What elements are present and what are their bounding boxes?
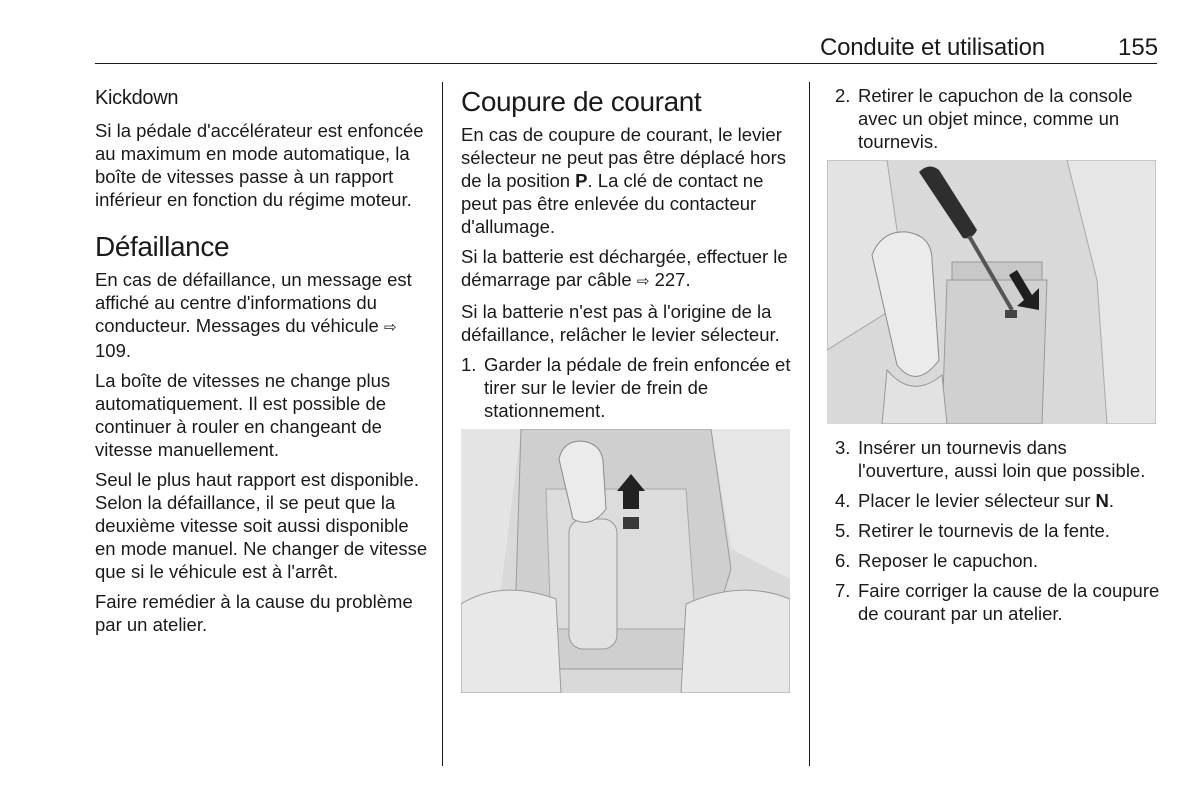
defaillance-paragraph-2: La boîte de vitesses ne change plus automatiquement. Il est possible de continuer à rouler en changeant de vitesse manuellement. [95, 370, 391, 460]
position-n-label: N [1095, 490, 1109, 511]
gear-lever-illustration [461, 429, 790, 693]
column-divider-left [442, 82, 443, 766]
screwdriver-console-illustration [827, 160, 1156, 424]
coupure-heading: Coupure de courant [461, 86, 702, 117]
page-number: 155 [1118, 34, 1159, 61]
coupure-paragraph-2 [461, 245, 791, 293]
page-reference-link[interactable]: 109. [95, 340, 132, 361]
header-rule [95, 63, 1157, 64]
column-divider-right [809, 82, 810, 766]
coupure-paragraph-1-a: En cas de coupure de courant, le levier sélecteur ne peut pas être déplacé hors de la position [461, 124, 786, 191]
step-number: 7. [835, 580, 851, 601]
list-item [835, 519, 1160, 542]
list-item [461, 353, 791, 422]
step-text: Faire corriger la cause de la coupure de courant par un atelier. [858, 580, 1160, 624]
section-title: Conduite et utilisation [820, 34, 1045, 61]
arrow-ref-icon: ⇨ [383, 319, 397, 336]
step-text: Reposer le capuchon. [858, 550, 1038, 571]
step-text: Insérer un tournevis dans l'ouverture, aussi loin que possible. [858, 437, 1146, 481]
step-number: 2. [835, 85, 851, 106]
defaillance-heading: Défaillance [95, 231, 230, 262]
defaillance-paragraph-1 [95, 268, 430, 362]
column-3 [835, 84, 1160, 632]
step-number: 4. [835, 490, 851, 511]
step-number: 3. [835, 437, 851, 458]
step-number: 6. [835, 550, 851, 571]
step-number: 1. [461, 354, 477, 375]
list-item [835, 84, 1160, 153]
step-4-text-a: Placer le levier sélecteur sur [858, 490, 1091, 511]
defaillance-paragraph-4: Faire remédier à la cause du problème par un atelier. [95, 591, 413, 635]
column-1 [95, 86, 430, 643]
steps-list-start [461, 353, 791, 422]
steps-list-end [835, 436, 1160, 625]
defaillance-paragraph-3: Seul le plus haut rapport est disponible. Selon la défaillance, il se peut que la deuxième vitesse soit aussi disponible en mode manuel. Ne changer de vitesse que si le véhicule est à l'arrêt. [95, 469, 428, 582]
steps-list-continued [835, 84, 1160, 153]
list-item [835, 489, 1160, 512]
coupure-paragraph-3: Si la batterie n'est pas à l'origine de la défaillance, relâcher le levier sélecteur. [461, 301, 780, 345]
coupure-paragraph-2-text: Si la batterie est déchargée, effectuer le démarrage par câble [461, 246, 788, 290]
column-2 [461, 86, 791, 705]
kickdown-paragraph: Si la pédale d'accélérateur est enfoncée au maximum en mode automatique, la boîte de vitesses passe à un rapport inférieur en fonction du régime moteur. [95, 120, 424, 210]
page-reference-link[interactable]: 227. [654, 269, 691, 290]
step-text [858, 490, 1114, 511]
defaillance-paragraph-1-text: En cas de défaillance, un message est affiché au centre d'informations du conducteur. Messages du véhicule [95, 269, 412, 336]
step-number: 5. [835, 520, 851, 541]
step-text: Retirer le tournevis de la fente. [858, 520, 1110, 541]
position-p-label: P [575, 170, 588, 191]
step-text: Garder la pédale de frein enfoncée et tirer sur le levier de frein de stationnement. [484, 354, 791, 421]
coupure-paragraph-1 [461, 123, 791, 238]
kickdown-heading: Kickdown [95, 87, 179, 109]
coupure-paragraph-1-b: . La clé de contact ne peut pas être enlevée du contacteur d'allumage. [461, 170, 764, 237]
step-4-text-b: . [1108, 490, 1115, 511]
list-item [835, 579, 1160, 625]
step-text: Retirer le capuchon de la console avec un objet mince, comme un tournevis. [858, 85, 1133, 152]
arrow-ref-icon: ⇨ [636, 273, 650, 290]
list-item [835, 549, 1160, 572]
list-item [835, 436, 1160, 482]
